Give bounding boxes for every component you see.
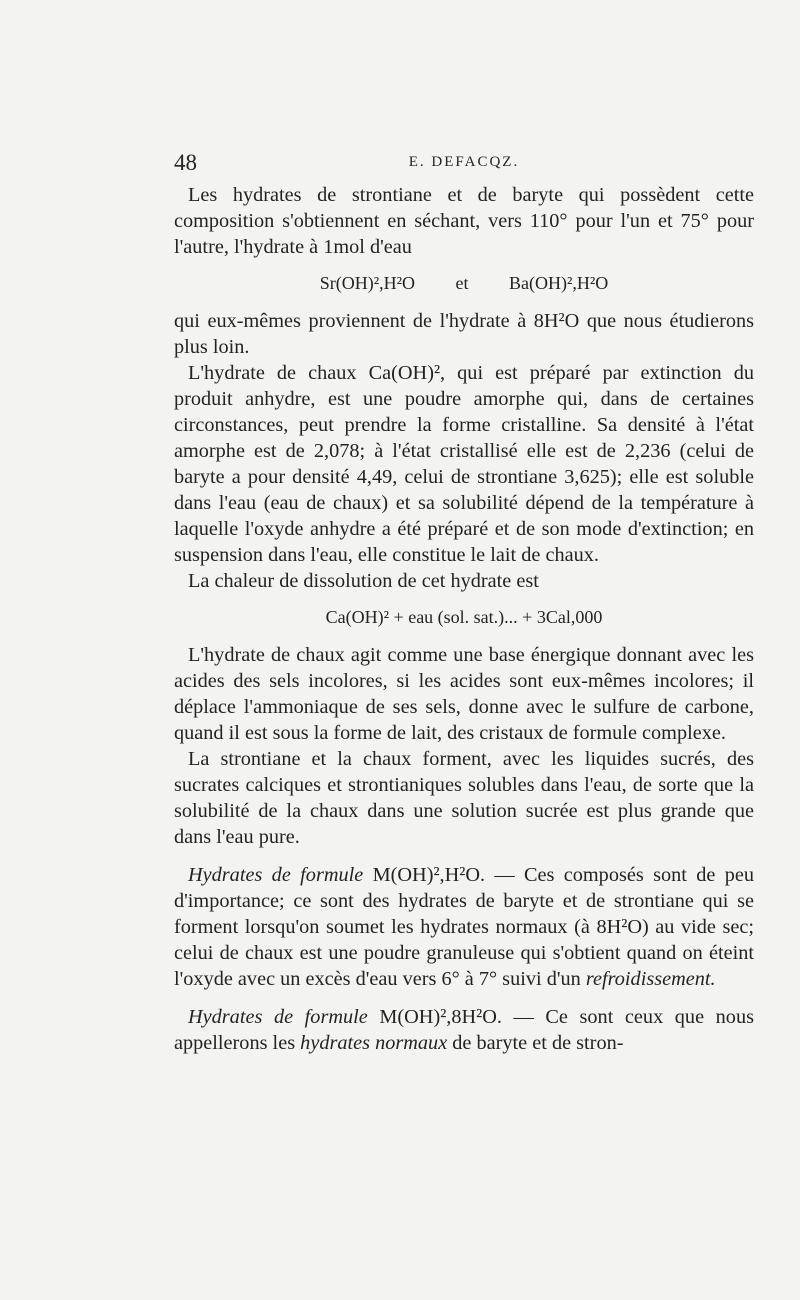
paragraph-3: L'hydrate de chaux Ca(OH)², qui est préparé par extinction du produit anhydre, est une poudre amorphe qui, dans de certaines circonstances, peut prendre la forme cristalline. Sa densité à l'état amorphe est de 2,078; à l'état cristallisé elle est de 2,236 (celui de baryte a pour densité 4,49, celui de strontiane 3,625); elle est soluble dans l'eau (eau de chaux) et sa solubilité dépend de la température à laquelle l'oxyde anhydre a été préparé et de son mode d'extinction; en suspension dans l'eau, elle constitue le lait de chaux. [174, 362, 754, 566]
paragraph-5: L'hydrate de chaux agit comme une base énergique donnant avec les acides des sels incolores, si les acides sont eux-mêmes incolores; il déplace l'ammoniaque de ses sels, donne avec le sulfure de carbone, quand il est sous la forme de lait, des cristaux de formule complexe. [174, 644, 754, 744]
formula-dissolution-heat: Ca(OH)² + eau (sol. sat.)... + 3Cal,000 [325, 607, 603, 627]
paragraph-7 [174, 862, 754, 992]
paragraph-4: La chaleur de dissolution de cet hydrate est [188, 570, 539, 592]
body-text [174, 182, 754, 1056]
paragraph-8-tail: de baryte et de stron- [452, 1032, 624, 1054]
section-lead-octahydrate: Hydrates de formule [188, 1006, 368, 1028]
paragraph-2: qui eux-mêmes proviennent de l'hydrate à 8H²O que nous étudierons plus loin. [174, 310, 754, 358]
paragraph-7-emphasis: refroidissement. [585, 968, 716, 990]
paragraph-8-emphasis: hydrates normaux [300, 1032, 448, 1054]
paragraph-8-text: — Ce sont ceux que nous appellerons les [174, 1006, 754, 1054]
section-formula-monohydrate: M(OH)²,H²O. [372, 864, 486, 886]
page-number: 48 [174, 150, 197, 175]
formula-separator: et [455, 273, 469, 293]
section-lead-monohydrate: Hydrates de formule [188, 864, 364, 886]
formula-hydrates-1mol [174, 270, 754, 296]
paragraph-1: Les hydrates de strontiane et de baryte qui possèdent cette composition s'obtiennent en séchant, vers 110° pour l'un et 75° pour l'autre, l'hydrate à 1mol d'eau [174, 184, 754, 258]
paragraph-8 [174, 1004, 754, 1056]
formula-sr: Sr(OH)²,H²O [319, 273, 415, 293]
section-formula-octahydrate: M(OH)²,8H²O. [379, 1006, 502, 1028]
page-header [174, 150, 754, 176]
formula-ba: Ba(OH)²,H²O [509, 273, 609, 293]
paragraph-7-text: — Ces composés sont de peu d'importance; ce sont des hydrates de baryte et de strontiane qui se forment lorsqu'on soumet les hydrates normaux (à 8H²O) au vide sec; celui de chaux est une poudre granuleuse qui s'obtient quand on éteint l'oxyde avec un excès d'eau vers 6° à 7° suivi d'un [174, 864, 754, 990]
paragraph-6: La strontiane et la chaux forment, avec les liquides sucrés, des sucrates calciques et strontianiques solubles dans l'eau, de sorte que la solubilité de la chaux dans une solution sucrée est plus grande que dans l'eau pure. [174, 748, 754, 848]
running-head: E. DEFACQZ. [408, 154, 520, 170]
